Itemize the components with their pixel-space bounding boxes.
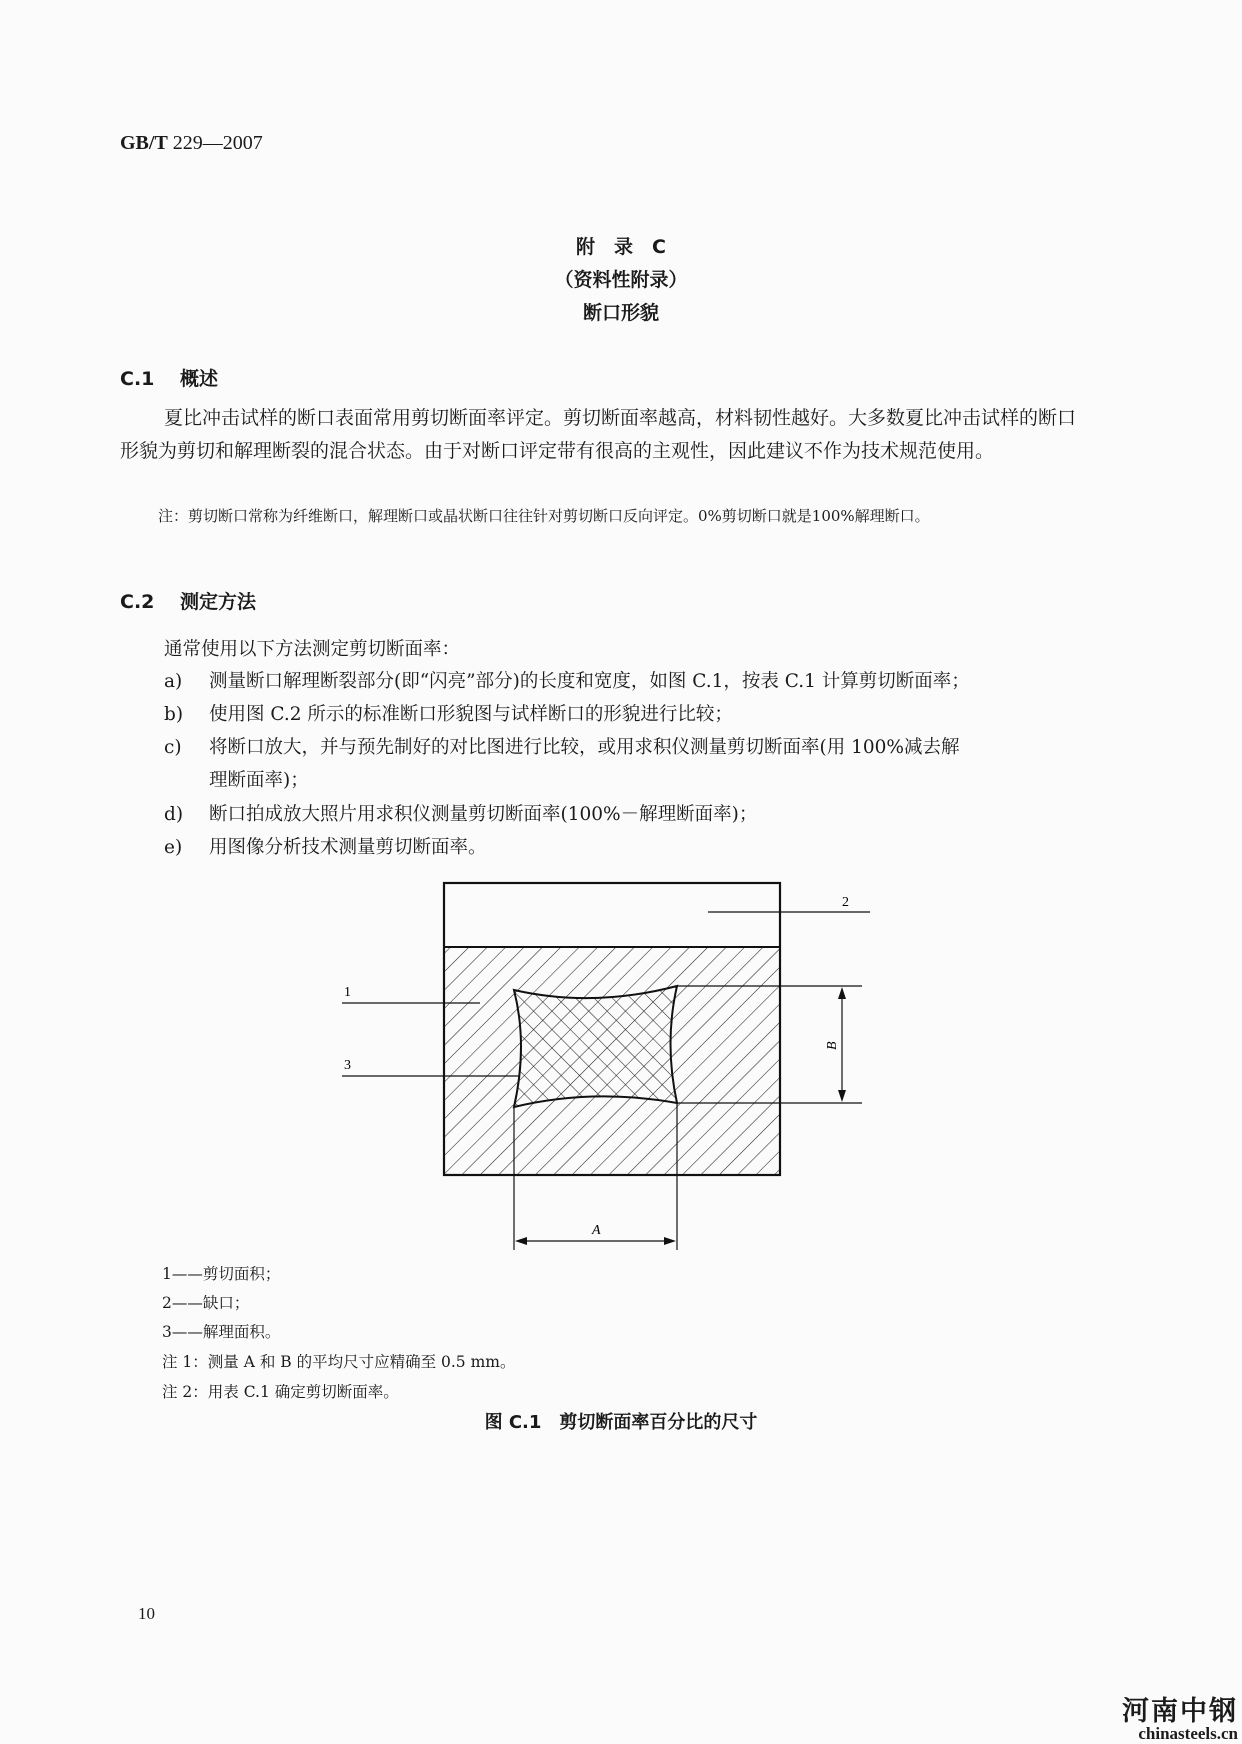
page-number: 10 — [138, 1604, 155, 1623]
legend-item-3: 3——解理面积。 — [162, 1323, 281, 1341]
method-item-c-continuation: 理断面率)； — [209, 770, 309, 791]
callout-1-label: 1 — [344, 985, 351, 1000]
dim-b-label: B — [825, 1041, 840, 1050]
method-item-label: d) — [164, 804, 184, 825]
section-c2-number: C.2 — [120, 591, 155, 613]
legend-item-2: 2——缺口； — [162, 1294, 250, 1312]
standard-year: 229—2007 — [167, 132, 263, 154]
figure-note-2: 注 2：用表 C.1 确定剪切断面率。 — [162, 1383, 399, 1401]
standard-code: GB/T — [120, 132, 168, 154]
method-item-text: 使用图 C.2 所示的标准断口形貌图与试样断口的形貌进行比较； — [209, 704, 733, 725]
section-c1-title: 概述 — [180, 368, 219, 390]
section-c2-intro: 通常使用以下方法测定剪切断面率： — [164, 639, 461, 660]
method-item-text: 将断口放大，并与预先制好的对比图进行比较，或用求积仪测量剪切断面率(用 100%减去解 — [209, 737, 960, 758]
method-item-label: a) — [164, 671, 183, 692]
method-item-text: 测量断口解理断裂部分(即“闪亮”部分)的长度和宽度，如图 C.1，按表 C.1 计算剪切断面率； — [209, 671, 970, 692]
legend-item-1: 1——剪切面积； — [162, 1265, 281, 1283]
section-c1-number: C.1 — [120, 368, 155, 390]
cleavage-area — [514, 986, 677, 1107]
method-item-text: 断口拍成放大照片用求积仪测量剪切断面率(100%－解理断面率)； — [209, 804, 758, 825]
method-item-label: b) — [164, 704, 184, 725]
callout-2-label: 2 — [842, 895, 849, 910]
appendix-type: （资料性附录） — [554, 269, 688, 291]
appendix-subject: 断口形貌 — [582, 302, 659, 324]
site-watermark — [1122, 1698, 1238, 1742]
figure-caption: 图 C.1 剪切断面率百分比的尺寸 — [484, 1412, 758, 1433]
dim-a-label: A — [592, 1223, 601, 1238]
section-c2-title: 测定方法 — [180, 591, 257, 613]
watermark-brand: 河南中钢 — [1122, 1696, 1238, 1727]
section-c1-paragraph: 夏比冲击试样的断口表面常用剪切断面率评定。剪切断面率越高，材料韧性越好。大多数夏比冲击试样的断口形貌为剪切和解理断裂的混合状态。由于对断口评定带有很高的主观性，因此建议不作为技术规范使用。 — [120, 407, 1077, 462]
figure-note-1: 注 1：测量 A 和 B 的平均尺寸应精确至 0.5 mm。 — [162, 1353, 516, 1371]
watermark-domain: chinasteels.cn — [1138, 1724, 1238, 1743]
method-item-label: c) — [164, 737, 182, 758]
section-c1-note: 注：剪切断口常称为纤维断口，解理断口或晶状断口往往针对剪切断口反向评定。0%剪切断口就是100%解理断口。 — [158, 507, 930, 525]
method-item-text: 用图像分析技术测量剪切断面率。 — [209, 837, 487, 858]
appendix-title: 附 录 C — [576, 236, 666, 258]
callout-3-label: 3 — [344, 1058, 351, 1073]
method-item-label: e) — [164, 837, 183, 858]
